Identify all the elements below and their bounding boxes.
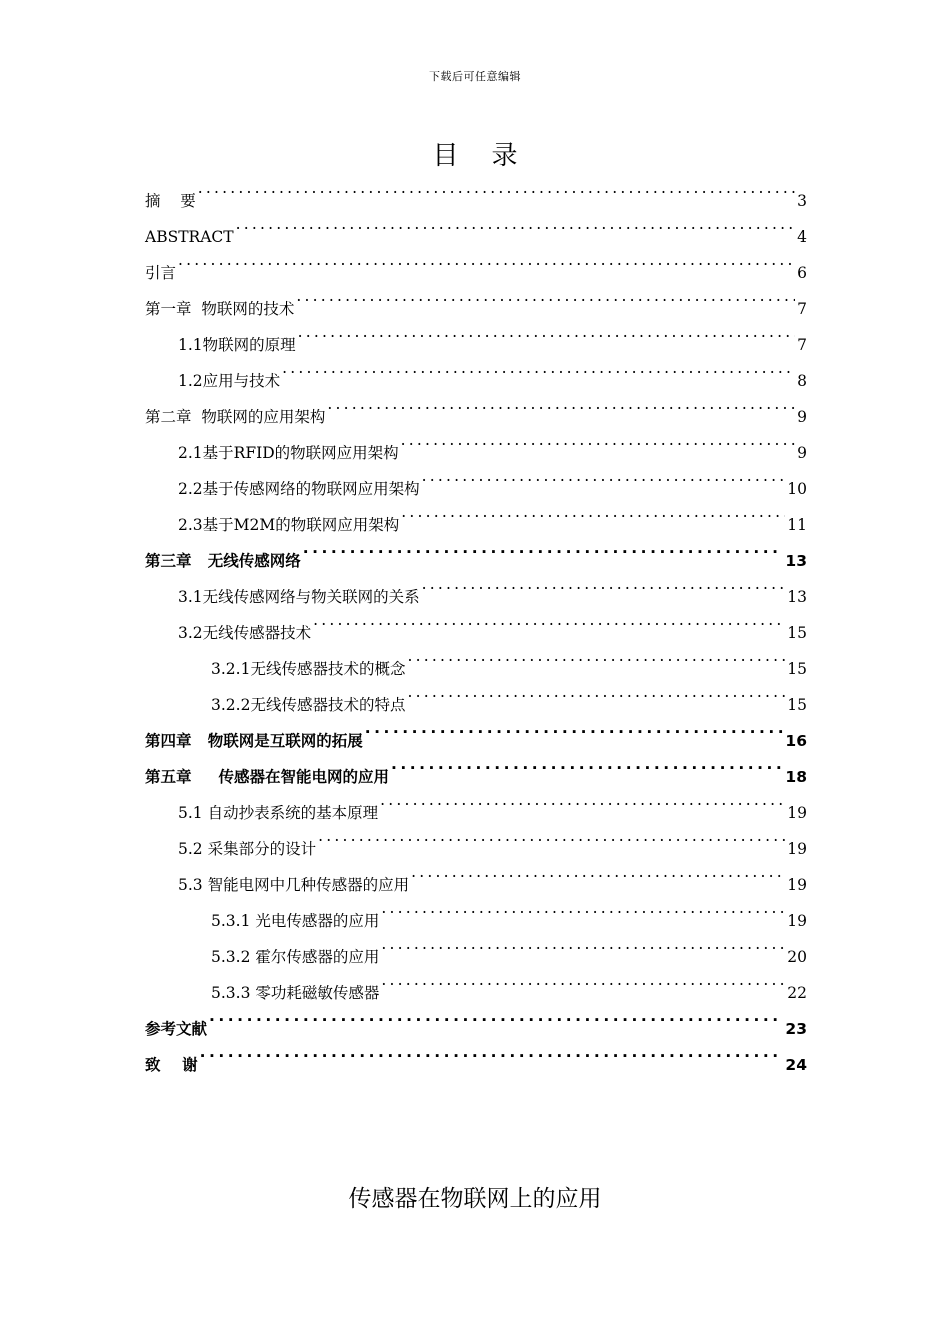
toc-entry-page-number: 18 <box>785 768 807 786</box>
toc-entry-page-number: 4 <box>797 228 807 246</box>
toc-entry[interactable] <box>145 170 807 210</box>
toc-entry-page-number: 9 <box>797 444 807 462</box>
toc-entry-page-number: 20 <box>787 948 807 966</box>
toc-entry-label: 第二章 物联网的应用架构 <box>145 408 326 426</box>
toc-entry-label: 第五章 传感器在智能电网的应用 <box>145 768 389 786</box>
toc-entry-label: 致 谢 <box>145 1056 198 1074</box>
table-of-contents <box>145 170 807 1074</box>
toc-dot-leader <box>411 854 785 890</box>
header-note: 下载后可任意编辑 <box>429 70 521 83</box>
toc-dot-leader <box>381 890 785 926</box>
toc-entry-page-number: 15 <box>787 624 807 642</box>
toc-entry-label: 1.1物联网的原理 <box>178 336 296 354</box>
toc-dot-leader <box>327 386 795 422</box>
toc-dot-leader <box>198 170 795 206</box>
toc-entry-page-number: 15 <box>787 660 807 678</box>
toc-entry-page-number: 19 <box>787 876 807 894</box>
toc-entry-label: 参考文献 <box>145 1020 208 1038</box>
toc-dot-leader <box>380 782 785 818</box>
toc-entry-page-number: 7 <box>797 300 807 318</box>
toc-entry-label: 1.2应用与技术 <box>178 372 281 390</box>
toc-dot-leader <box>422 458 786 494</box>
toc-entry-label: 3.2.2无线传感器技术的特点 <box>211 696 406 714</box>
toc-dot-leader <box>365 710 784 746</box>
toc-title <box>0 135 950 172</box>
toc-entry-page-number: 23 <box>785 1020 807 1038</box>
toc-entry-label: 摘 要 <box>145 192 196 210</box>
toc-entry-page-number: 11 <box>787 516 807 534</box>
toc-entry-label: 第四章 物联网是互联网的拓展 <box>145 732 363 750</box>
toc-entry-page-number: 6 <box>797 264 807 282</box>
toc-dot-leader <box>318 818 785 854</box>
document-title: 传感器在物联网上的应用 <box>348 1186 602 1212</box>
toc-entry-label: ABSTRACT <box>145 228 234 246</box>
toc-entry-page-number: 19 <box>787 804 807 822</box>
toc-dot-leader <box>178 242 795 278</box>
toc-entry-label: 第一章 物联网的技术 <box>145 300 295 318</box>
toc-dot-leader <box>200 1034 784 1070</box>
toc-entry-page-number: 19 <box>787 912 807 930</box>
toc-dot-leader <box>391 746 783 782</box>
toc-dot-leader <box>401 494 785 530</box>
toc-entry-label: 5.3.2 霍尔传感器的应用 <box>211 948 380 966</box>
toc-entry[interactable] <box>145 206 807 246</box>
toc-entry-page-number: 8 <box>797 372 807 390</box>
toc-dot-leader <box>209 998 783 1034</box>
toc-entry-label: 3.2无线传感器技术 <box>178 624 312 642</box>
toc-entry-page-number: 15 <box>787 696 807 714</box>
toc-entry-page-number: 13 <box>785 552 807 570</box>
toc-dot-leader <box>236 206 796 242</box>
toc-entry-label: 5.3.1 光电传感器的应用 <box>211 912 380 930</box>
toc-title-text: 目 录 <box>432 141 518 171</box>
toc-entry-page-number: 7 <box>797 336 807 354</box>
toc-dot-leader <box>407 638 785 674</box>
toc-entry-label: 5.3 智能电网中几种传感器的应用 <box>178 876 410 894</box>
toc-entry-page-number: 3 <box>797 192 807 210</box>
toc-entry-label: 引言 <box>145 264 177 282</box>
toc-entry-label: 3.2.1无线传感器技术的概念 <box>211 660 406 678</box>
toc-entry-label: 5.2 采集部分的设计 <box>178 840 317 858</box>
toc-dot-leader <box>282 350 795 386</box>
toc-dot-leader <box>407 674 785 710</box>
toc-dot-leader <box>296 278 795 314</box>
toc-entry-page-number: 19 <box>787 840 807 858</box>
toc-entry-page-number: 10 <box>787 480 807 498</box>
toc-dot-leader <box>381 962 785 998</box>
toc-entry[interactable] <box>145 998 807 1038</box>
toc-dot-leader <box>313 602 785 638</box>
toc-entry-page-number: 16 <box>785 732 807 750</box>
toc-entry-label: 3.1无线传感网络与物关联网的关系 <box>178 588 420 606</box>
toc-entry-label: 第三章 无线传感网络 <box>145 552 301 570</box>
toc-entry[interactable] <box>145 242 807 282</box>
toc-dot-leader <box>303 530 784 566</box>
toc-entry-label: 5.3.3 零功耗磁敏传感器 <box>211 984 380 1002</box>
toc-entry[interactable] <box>145 1034 807 1074</box>
toc-entry-page-number: 22 <box>787 984 807 1002</box>
toc-entry-page-number: 9 <box>797 408 807 426</box>
toc-entry-label: 2.1基于RFID的物联网应用架构 <box>178 444 399 462</box>
toc-dot-leader <box>381 926 785 962</box>
toc-entry-page-number: 13 <box>787 588 807 606</box>
toc-dot-leader <box>401 422 795 458</box>
toc-dot-leader <box>422 566 786 602</box>
toc-entry-label: 2.3基于M2M的物联网应用架构 <box>178 516 400 534</box>
toc-entry-page-number: 24 <box>785 1056 807 1074</box>
toc-entry[interactable] <box>145 278 807 318</box>
toc-dot-leader <box>298 314 795 350</box>
toc-entry-label: 2.2基于传感网络的物联网应用架构 <box>178 480 420 498</box>
toc-entry-label: 5.1 自动抄表系统的基本原理 <box>178 804 379 822</box>
